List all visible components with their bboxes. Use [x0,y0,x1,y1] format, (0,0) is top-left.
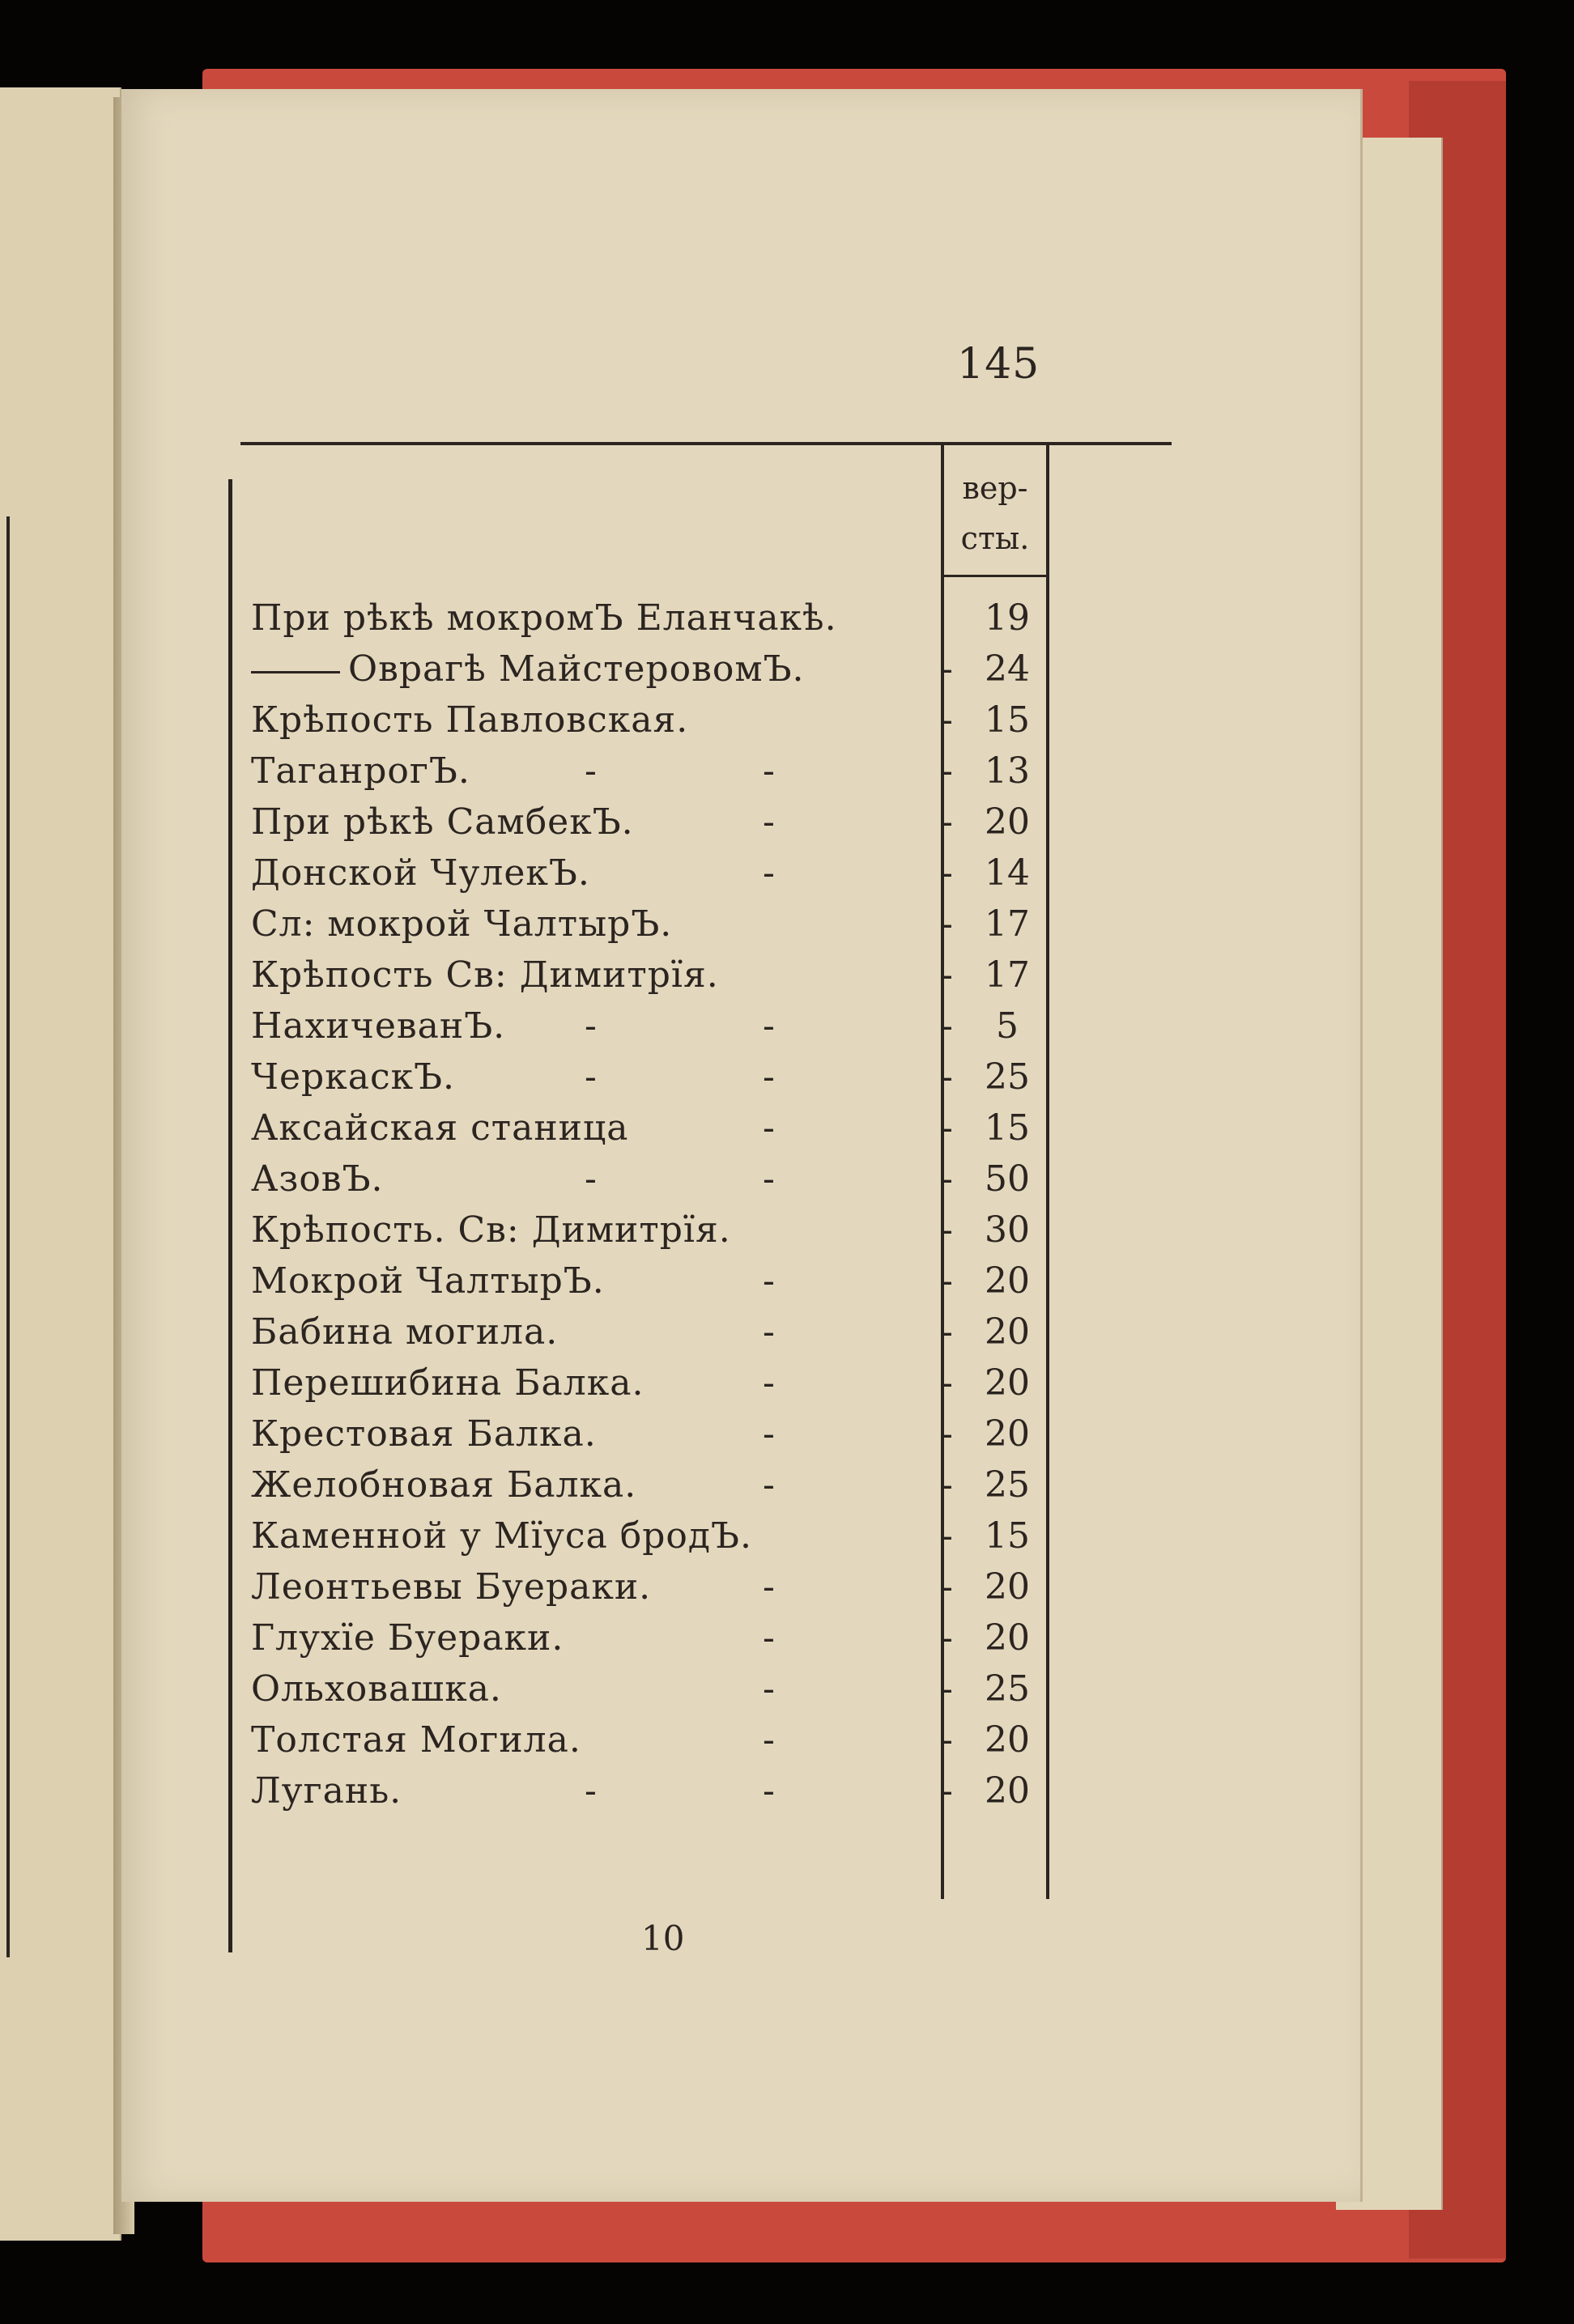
place-name: Толстая Могила. [251,1719,581,1761]
table-row [251,696,1061,747]
leader-dash: - [763,852,775,894]
place-name: Аксайская станица [251,1107,629,1149]
verst-value: 14 [985,852,1030,894]
leader-dash: - [941,1617,953,1659]
verst-value: 50 [985,1158,1030,1200]
page-number: 145 [957,340,1040,389]
verst-header-rule [941,575,1049,577]
place-name: Перешибина Балка. [251,1362,644,1404]
verst-value: 25 [985,1464,1030,1506]
table-row [251,1461,1061,1512]
leader-dash: - [585,1158,597,1200]
place-name: Мокрой ЧалтырЪ. [251,1260,605,1302]
leader-dash: - [585,750,597,792]
leader-dash: - [941,1260,953,1302]
ditto-line [251,671,340,673]
place-name: ТаганрогЪ. [251,750,470,792]
leader-dash: - [763,1770,775,1812]
table-row [251,1104,1061,1155]
verst-value: 20 [985,1413,1030,1455]
place-name: Крѣпость Св: Димитрїя. [251,954,719,996]
leader-dash: - [763,1464,775,1506]
leader-dash: - [763,801,775,843]
leader-dash: - [941,1209,953,1251]
place-name: Сл: мокрой ЧалтырЪ. [251,903,673,945]
verst-header-line: сты. [960,520,1030,556]
facing-page-rule [6,516,10,1957]
leader-dash: - [763,1719,775,1761]
leader-dash: - [763,1617,775,1659]
table-row [251,1410,1061,1461]
place-name: Глухїе Буераки. [251,1617,564,1659]
leader-dash: - [941,750,953,792]
verst-value: 20 [985,1770,1030,1812]
leader-dash: - [941,1719,953,1761]
book-page [121,89,1363,2202]
leader-dash: - [941,699,953,741]
leader-dash: - [941,954,953,996]
place-name: При рѣкѣ СамбекЪ. [251,801,634,843]
place-name: Крестовая Балка. [251,1413,597,1455]
place-name: Каменной у Мїуса бродЪ. [251,1515,752,1557]
leader-dash: - [585,1005,597,1047]
leader-dash: - [941,1566,953,1608]
place-name: АзовЪ. [251,1158,384,1200]
table-row [251,1308,1061,1359]
leader-dash: - [763,750,775,792]
leader-dash: - [941,1464,953,1506]
table-row [251,1359,1061,1410]
place-name: Желобновая Балка. [251,1464,637,1506]
table-row [251,1257,1061,1308]
place-name: Донской ЧулекЪ. [251,852,590,894]
place-name: Лугань. [251,1770,402,1812]
table-row [251,1053,1061,1104]
table-row [251,849,1061,900]
verst-value: 25 [985,1668,1030,1710]
table-row [251,798,1061,849]
leader-dash: - [585,1056,597,1098]
place-name: Леонтьевы Буераки. [251,1566,652,1608]
table-row [251,645,1061,696]
verst-value: 15 [985,699,1030,741]
leader-dash: - [763,1056,775,1098]
verst-value: 17 [985,954,1030,996]
verst-value: 5 [996,1005,1019,1047]
leader-dash: - [763,1158,775,1200]
leader-dash: - [941,903,953,945]
table-row [251,1563,1061,1614]
verst-header-line: вер- [962,470,1028,506]
leader-dash: - [941,1056,953,1098]
verst-value: 17 [985,903,1030,945]
facing-page [0,87,121,2241]
table-row [251,747,1061,798]
leader-dash: - [763,1668,775,1710]
leader-dash: - [941,801,953,843]
leader-dash: - [941,1362,953,1404]
verst-value: 15 [985,1107,1030,1149]
leader-dash: - [941,648,953,690]
verst-value: 20 [985,1311,1030,1353]
table-left-rule [228,479,232,1952]
table-row [251,1155,1061,1206]
table-row [251,1614,1061,1665]
leader-dash: - [941,1158,953,1200]
table-row [251,1716,1061,1767]
table-row [251,594,1061,645]
table-row [251,951,1061,1002]
table-row [251,1665,1061,1716]
leader-dash: - [941,1413,953,1455]
leader-dash: - [941,1668,953,1710]
verst-value: 20 [985,801,1030,843]
place-name: ЧеркаскЪ. [251,1056,456,1098]
leader-dash: - [941,852,953,894]
verst-column-header [946,463,1044,563]
leader-dash: - [941,1515,953,1557]
leader-dash: - [763,1260,775,1302]
leader-dash: - [941,1311,953,1353]
place-name: Крѣпость. Св: Димитрїя. [251,1209,731,1251]
verst-value: 24 [985,648,1030,690]
leader-dash: - [763,1107,775,1149]
leader-dash: - [585,1770,597,1812]
leader-dash: - [941,1005,953,1047]
place-name: Крѣпость Павловская. [251,699,689,741]
verst-value: 15 [985,1515,1030,1557]
leader-dash: - [763,1362,775,1404]
verst-value: 30 [985,1209,1030,1251]
verst-value: 20 [985,1617,1030,1659]
table-row [251,1512,1061,1563]
verst-value: 20 [985,1566,1030,1608]
leader-dash: - [941,1770,953,1812]
leader-dash: - [763,1311,775,1353]
place-name: Бабина могила. [251,1311,559,1353]
place-name: Оврагѣ МайстеровомЪ. [348,648,805,690]
leader-dash: - [763,1566,775,1608]
leader-dash: - [763,1413,775,1455]
table-row [251,900,1061,951]
table-row [251,1002,1061,1053]
place-name: Ольховашка. [251,1668,502,1710]
distance-table [251,594,1061,1818]
place-name: При рѣкѣ мокромЪ Еланчакѣ. [251,597,837,639]
leader-dash: - [763,1005,775,1047]
verst-value: 19 [985,597,1030,639]
verst-value: 25 [985,1056,1030,1098]
verst-value: 20 [985,1719,1030,1761]
signature-mark: 10 [641,1918,685,1958]
table-top-rule [240,442,1172,445]
leader-dash: - [941,1107,953,1149]
verst-value: 20 [985,1260,1030,1302]
table-row [251,1767,1061,1818]
verst-value: 20 [985,1362,1030,1404]
table-row [251,1206,1061,1257]
place-name: НахичеванЪ. [251,1005,506,1047]
verst-value: 13 [985,750,1030,792]
